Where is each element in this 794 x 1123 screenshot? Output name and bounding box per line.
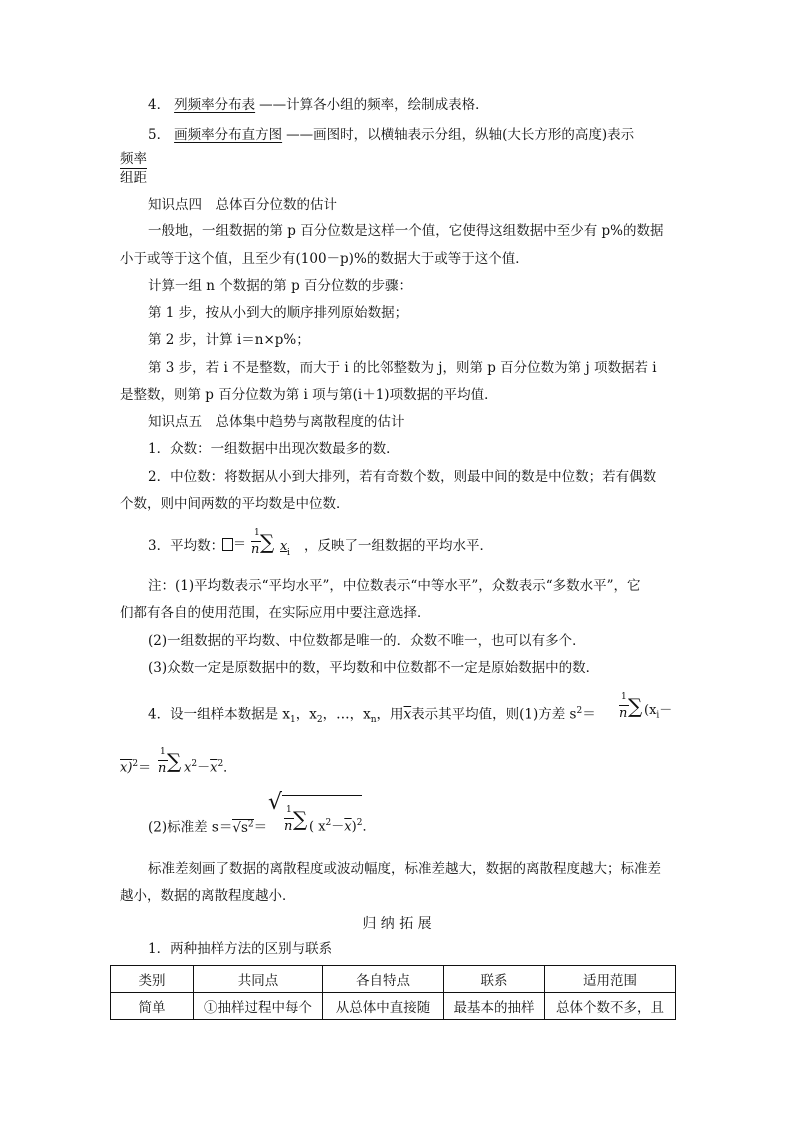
sqrt-bar [282,795,362,796]
summary-subtitle: 1．两种抽样方法的区别与联系 [148,941,333,957]
table-row [111,993,676,1020]
note-2: (2)一组数据的平均数、中位数都是唯一的．众数不唯一，也可以有多个． [148,633,586,649]
item-4 [148,96,489,114]
note-3: (3)众数一定是原数据中的数，平均数和中位数都不一定是原始数据中的数． [148,660,600,676]
var-one: 1 [621,692,627,702]
mean-rest: ，反映了一组数据的平均水平． [304,538,493,554]
variance-line-b: x)$^2$＝ [120,759,152,776]
section-4-step1: 第 1 步，按从小到大的顺序排列原始数据； [148,305,409,321]
section-4-step3b: 是整数，则第 p 百分位数为第 i 项与第(i＋1)项数据的平均值． [120,387,498,403]
var-xi: ($x_i-$ [644,703,673,721]
sd-desc-a: 标准差刻画了数据的离散程度或波动幅度，标准差越大，数据的离散程度越大；标准差 [148,861,661,877]
section-4-p1a: 一般地，一组数据的第 p 百分位数是这样一个值，它使得这组数据中至少有 p%的数据 [148,223,664,239]
summary-title: 归 纳 拓 展 [362,916,432,932]
median-definition-a: 2．中位数：将数据从小到大排列，若有奇数个数，则最中间的数是中位数；若有偶数 [148,469,657,485]
note-1b: 们都有各自的使用范围，在实际应用中要注意选择． [120,605,431,621]
section-5-title: 知识点五 总体集中趋势与离散程度的估计 [148,414,405,430]
std-sigma-icon: ∑ [293,807,308,831]
mean-equals: ＝ [233,537,247,552]
item-5-class-width: 组距 [120,170,147,186]
median-definition-b: 个数，则中间两数的平均数是中位数． [120,496,350,512]
note-1a: 注：(1)平均数表示“平均水平”，中位数表示“中等水平”，众数表示“多数水平”，它 [148,578,641,594]
table-header: 共同点 [194,966,323,993]
section-4-title: 知识点四 总体百分位数的估计 [148,197,337,213]
var2-sigma-icon: ∑ [167,749,182,773]
item-4-number: 4． [148,97,171,113]
mean-xi: x [280,539,288,554]
section-4-p1b: 小于或等于这个值，且至少有(100－p)%的数据大于或等于这个值． [120,251,529,267]
mode-definition: 1．众数：一组数据中出现次数最多的数． [148,441,400,457]
var2-rest: $x^2-\overline{x}^2$． [184,759,237,776]
item-5-text: ——画图时，以横轴表示分组，纵轴(大长方形的高度)表示 [286,127,635,143]
std-line: (2)标准差 $s=√s^2=$ [148,819,268,836]
table-header: 类别 [111,966,194,993]
mean-n: n [251,542,260,557]
sampling-table [110,965,676,1020]
item-5-number: 5． [148,127,171,143]
var2-one: 1 [160,747,166,757]
item-5-term: 画频率分布直方图 [174,127,283,143]
table-header: 联系 [444,966,545,993]
table-cell: 从总体中直接随 [323,993,444,1020]
table-header: 适用范围 [545,966,676,993]
table-header-row [111,966,676,993]
item-5 [148,126,634,144]
variance-line-a: 4．设一组样本数据是 $x_1$，$x_2$，…，$x_n$，用$\overline{x}$表示其平均值，则(1)方差 $s^2=$ [148,706,596,726]
mean-label: 3．平均数： [148,538,225,554]
mean-symbol-box [222,538,233,551]
sd-desc-b: 越小，数据的离散程度越小． [120,888,296,904]
sqrt-icon: √ [268,790,283,815]
table-header: 各自特点 [323,966,444,993]
table-cell: 简单 [111,993,194,1020]
section-4-p2: 计算一组 n 个数据的第 p 百分位数的步骤： [148,278,413,294]
item-4-term: 列频率分布表 [174,97,256,113]
var-n: n [619,706,628,721]
table-cell: 总体个数不多，且 [545,993,676,1020]
mean-one: 1 [254,528,260,538]
section-4-step3a: 第 3 步，若 i 不是整数，而大于 i 的比邻整数为 j，则第 p 百分位数为第 j 项数据若 i [148,360,657,376]
item-4-text: ——计算各小组的频率，绘制成表格． [259,97,489,113]
var-sigma-icon: ∑ [628,694,643,718]
var2-n: n [158,761,167,776]
std-one: 1 [286,805,292,815]
mean-xi-sub: i [287,548,290,558]
std-n: n [284,819,293,834]
item-5-frequency: 频率 [120,151,147,167]
table-cell: ①抽样过程中每个 [194,993,323,1020]
table-cell: 最基本的抽样 [444,993,545,1020]
std-rest: ( $x^2-\overline{x})^2$． [309,818,376,835]
mean-sigma-icon: ∑ [260,530,275,554]
section-4-step2: 第 2 步，计算 i＝n×p%； [148,332,310,348]
